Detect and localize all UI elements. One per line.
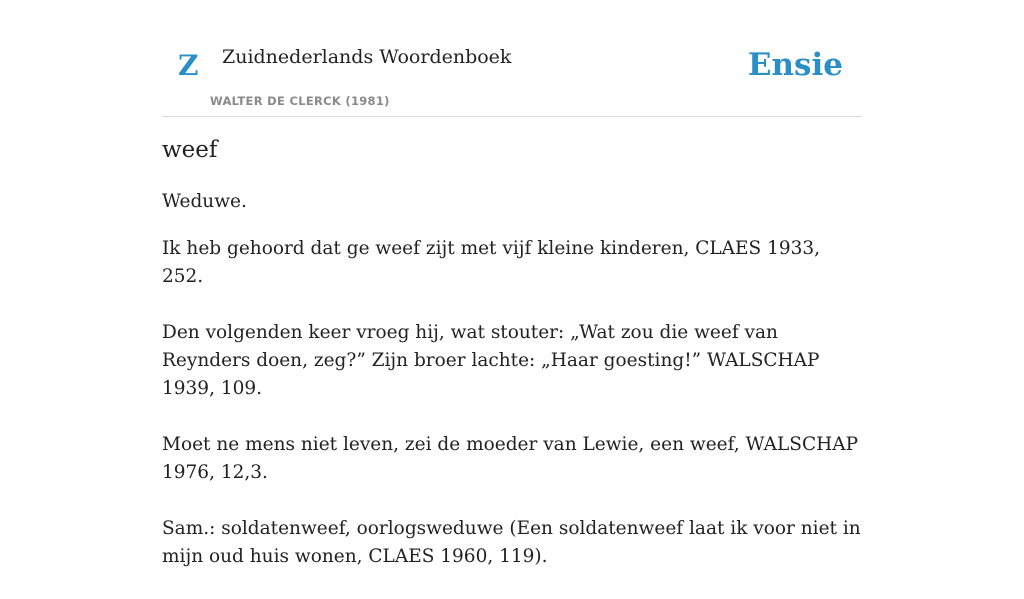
dictionary-title-link[interactable]: Zuidnederlands Woordenboek xyxy=(222,46,512,68)
entry-example: Sam.: soldatenweef, oorlogsweduwe (Een soldatenweef laat ik voor niet in mijn oud huis wonen, CLAES 1960, 119). xyxy=(162,517,861,567)
entry-example: Den volgenden keer vroeg hij, wat stouter: „Wat zou die weef van Reynders doen, zeg?” Zijn broer lachte: „Haar goesting!” WALSCHAP 1939, 109. xyxy=(162,321,820,399)
entry-content xyxy=(162,136,862,599)
entry-example: Ik heb gehoord dat ge weef zijt met vijf kleine kinderen, CLAES 1933, 252. xyxy=(162,237,821,287)
dictionary-header xyxy=(162,0,862,117)
dictionary-logo-icon[interactable]: Z xyxy=(178,49,199,82)
dictionary-author: WALTER DE CLERCK (1981) xyxy=(210,94,390,108)
entry-definition: Weduwe. xyxy=(162,190,247,212)
entry-headword: weef xyxy=(162,137,218,163)
entry-example: Moet ne mens niet leven, zei de moeder van Lewie, een weef, WALSCHAP 1976, 12,3. xyxy=(162,433,859,483)
ensie-brand-link[interactable]: Ensie xyxy=(747,47,843,83)
